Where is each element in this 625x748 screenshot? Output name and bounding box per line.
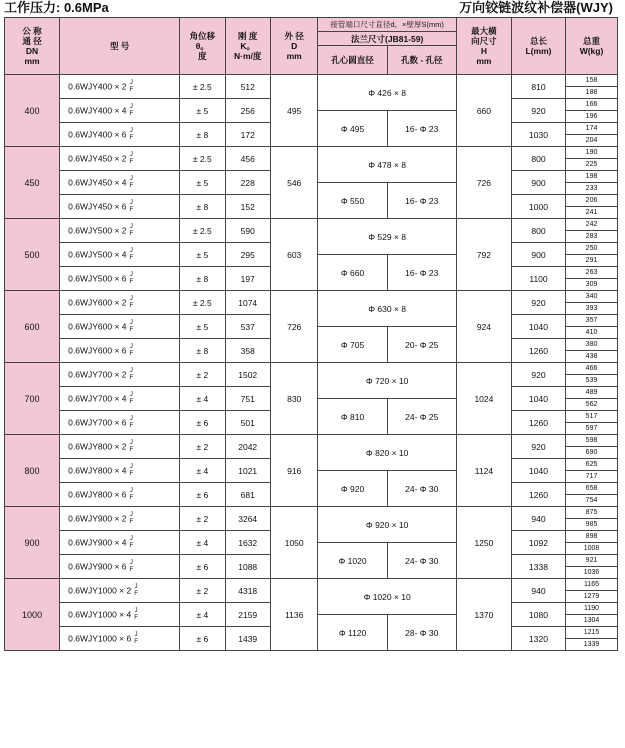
- header-stiffness: 刚 度 K。 N·m/度: [225, 18, 270, 75]
- outer-diameter-cell: 495: [270, 75, 318, 147]
- weight-cell: 357: [566, 315, 618, 327]
- joint-type-fraction: J F: [129, 79, 134, 93]
- model-cell: 0.6WJY400 × 6 J F: [60, 123, 180, 147]
- joint-type-fraction: J F: [129, 415, 134, 429]
- model-cell: 0.6WJY800 × 6 J F: [60, 483, 180, 507]
- table-row: [5, 291, 618, 303]
- weight-cell: 754: [566, 495, 618, 507]
- height-cell: 1250: [456, 507, 511, 579]
- weight-cell: 625: [566, 459, 618, 471]
- length-cell: 900: [511, 243, 565, 267]
- weight-cell: 898: [566, 531, 618, 543]
- length-cell: 1030: [511, 123, 565, 147]
- weight-cell: 690: [566, 447, 618, 459]
- model-cell: 0.6WJY1000 × 2 J F: [60, 579, 180, 603]
- dn-cell: 1000: [5, 579, 60, 651]
- length-cell: 940: [511, 507, 565, 531]
- stiffness-cell: 537: [225, 315, 270, 339]
- height-cell: 1124: [456, 435, 511, 507]
- weight-cell: 393: [566, 303, 618, 315]
- dn-cell: 500: [5, 219, 60, 291]
- length-cell: 800: [511, 219, 565, 243]
- table-row: [5, 363, 618, 375]
- pipe-end-cell: Φ 426 × 8: [318, 75, 456, 111]
- model-cell: 0.6WJY500 × 2 J F: [60, 219, 180, 243]
- header-dn: 公 称 通 径 DN mm: [5, 18, 60, 75]
- weight-cell: 1008: [566, 543, 618, 555]
- weight-cell: 562: [566, 399, 618, 411]
- header-hole-count: 孔数 - 孔径: [387, 46, 456, 75]
- weight-cell: 263: [566, 267, 618, 279]
- stiffness-cell: 1502: [225, 363, 270, 387]
- length-cell: 920: [511, 435, 565, 459]
- joint-type-fraction: J F: [129, 367, 134, 381]
- hole-circle-cell: Φ 705: [318, 327, 387, 363]
- dn-cell: 900: [5, 507, 60, 579]
- weight-cell: 198: [566, 171, 618, 183]
- height-cell: 726: [456, 147, 511, 219]
- outer-diameter-cell: 1050: [270, 507, 318, 579]
- hole-count-cell: 28- Φ 30: [387, 615, 456, 651]
- model-cell: 0.6WJY400 × 4 J F: [60, 99, 180, 123]
- angle-cell: ± 4: [180, 603, 225, 627]
- outer-diameter-cell: 830: [270, 363, 318, 435]
- length-cell: 940: [511, 579, 565, 603]
- hole-count-cell: 16- Φ 23: [387, 255, 456, 291]
- stiffness-cell: 456: [225, 147, 270, 171]
- angle-cell: ± 5: [180, 315, 225, 339]
- stiffness-cell: 2042: [225, 435, 270, 459]
- model-cell: 0.6WJY1000 × 4 J F: [60, 603, 180, 627]
- table-row: [5, 75, 618, 87]
- dn-cell: 800: [5, 435, 60, 507]
- model-cell: 0.6WJY450 × 6 J F: [60, 195, 180, 219]
- weight-cell: 1165: [566, 579, 618, 591]
- joint-type-fraction: J F: [129, 199, 134, 213]
- spec-table: [4, 17, 618, 651]
- length-cell: 1320: [511, 627, 565, 651]
- model-cell: 0.6WJY900 × 6 J F: [60, 555, 180, 579]
- weight-cell: 438: [566, 351, 618, 363]
- length-cell: 1000: [511, 195, 565, 219]
- header-weight: 总重 W(kg): [566, 18, 618, 75]
- model-cell: 0.6WJY400 × 2 J F: [60, 75, 180, 99]
- stiffness-cell: 228: [225, 171, 270, 195]
- length-cell: 1100: [511, 267, 565, 291]
- outer-diameter-cell: 726: [270, 291, 318, 363]
- stiffness-cell: 512: [225, 75, 270, 99]
- model-cell: 0.6WJY700 × 4 J F: [60, 387, 180, 411]
- header-length: 总长 L(mm): [511, 18, 565, 75]
- weight-cell: 410: [566, 327, 618, 339]
- model-cell: 0.6WJY800 × 2 J F: [60, 435, 180, 459]
- stiffness-cell: 1021: [225, 459, 270, 483]
- angle-cell: ± 4: [180, 531, 225, 555]
- dn-cell: 600: [5, 291, 60, 363]
- header-pipe-end: 接管端口尺寸直径d。×壁厚S(mm): [318, 18, 456, 32]
- angle-cell: ± 4: [180, 387, 225, 411]
- header-height: 最大横 向尺寸 H mm: [456, 18, 511, 75]
- model-cell: 0.6WJY900 × 4 J F: [60, 531, 180, 555]
- header-model: 型 号: [60, 18, 180, 75]
- model-cell: 0.6WJY600 × 2 J F: [60, 291, 180, 315]
- length-cell: 1040: [511, 387, 565, 411]
- stiffness-cell: 1074: [225, 291, 270, 315]
- weight-cell: 196: [566, 111, 618, 123]
- angle-cell: ± 8: [180, 123, 225, 147]
- stiffness-cell: 295: [225, 243, 270, 267]
- weight-cell: 340: [566, 291, 618, 303]
- pipe-end-cell: Φ 920 × 10: [318, 507, 456, 543]
- angle-cell: ± 6: [180, 555, 225, 579]
- angle-cell: ± 6: [180, 627, 225, 651]
- angle-cell: ± 5: [180, 171, 225, 195]
- joint-type-fraction: J F: [129, 295, 134, 309]
- joint-type-fraction: J F: [129, 535, 134, 549]
- height-cell: 1024: [456, 363, 511, 435]
- stiffness-cell: 590: [225, 219, 270, 243]
- stiffness-cell: 751: [225, 387, 270, 411]
- weight-cell: 174: [566, 123, 618, 135]
- stiffness-cell: 358: [225, 339, 270, 363]
- length-cell: 920: [511, 291, 565, 315]
- angle-cell: ± 8: [180, 195, 225, 219]
- pipe-end-cell: Φ 630 × 8: [318, 291, 456, 327]
- hole-count-cell: 24- Φ 25: [387, 399, 456, 435]
- angle-cell: ± 4: [180, 459, 225, 483]
- joint-type-fraction: J F: [129, 487, 134, 501]
- weight-cell: 233: [566, 183, 618, 195]
- height-cell: 1370: [456, 579, 511, 651]
- length-cell: 920: [511, 99, 565, 123]
- model-cell: 0.6WJY500 × 6 J F: [60, 267, 180, 291]
- stiffness-cell: 4318: [225, 579, 270, 603]
- outer-diameter-cell: 546: [270, 147, 318, 219]
- height-cell: 660: [456, 75, 511, 147]
- angle-cell: ± 6: [180, 411, 225, 435]
- pipe-end-cell: Φ 820 × 10: [318, 435, 456, 471]
- weight-cell: 466: [566, 363, 618, 375]
- weight-cell: 380: [566, 339, 618, 351]
- model-cell: 0.6WJY600 × 4 J F: [60, 315, 180, 339]
- weight-cell: 283: [566, 231, 618, 243]
- joint-type-fraction: J F: [129, 247, 134, 261]
- hole-circle-cell: Φ 495: [318, 111, 387, 147]
- weight-cell: 539: [566, 375, 618, 387]
- weight-cell: 225: [566, 159, 618, 171]
- stiffness-cell: 3264: [225, 507, 270, 531]
- stiffness-cell: 681: [225, 483, 270, 507]
- working-pressure: 工作压力: 0.6MPa: [4, 0, 109, 15]
- weight-cell: 190: [566, 147, 618, 159]
- angle-cell: ± 2.5: [180, 147, 225, 171]
- angle-cell: ± 5: [180, 243, 225, 267]
- weight-cell: 204: [566, 135, 618, 147]
- joint-type-fraction: J F: [129, 391, 134, 405]
- table-row: [5, 435, 618, 447]
- length-cell: 900: [511, 171, 565, 195]
- hole-count-cell: 16- Φ 23: [387, 111, 456, 147]
- weight-cell: 921: [566, 555, 618, 567]
- hole-circle-cell: Φ 550: [318, 183, 387, 219]
- model-cell: 0.6WJY600 × 6 J F: [60, 339, 180, 363]
- length-cell: 920: [511, 363, 565, 387]
- length-cell: 1260: [511, 339, 565, 363]
- weight-cell: 206: [566, 195, 618, 207]
- hole-count-cell: 20- Φ 25: [387, 327, 456, 363]
- weight-cell: 985: [566, 519, 618, 531]
- model-cell: 0.6WJY500 × 4 J F: [60, 243, 180, 267]
- pipe-end-cell: Φ 720 × 10: [318, 363, 456, 399]
- header-outer-diameter: 外 径 D mm: [270, 18, 318, 75]
- dn-cell: 450: [5, 147, 60, 219]
- model-cell: 0.6WJY1000 × 6 J F: [60, 627, 180, 651]
- stiffness-cell: 501: [225, 411, 270, 435]
- pipe-end-cell: Φ 529 × 8: [318, 219, 456, 255]
- length-cell: 1338: [511, 555, 565, 579]
- weight-cell: 250: [566, 243, 618, 255]
- weight-cell: 875: [566, 507, 618, 519]
- weight-cell: 1304: [566, 615, 618, 627]
- weight-cell: 188: [566, 87, 618, 99]
- weight-cell: 1190: [566, 603, 618, 615]
- joint-type-fraction: J F: [129, 559, 134, 573]
- dn-cell: 400: [5, 75, 60, 147]
- length-cell: 1260: [511, 411, 565, 435]
- weight-cell: 158: [566, 75, 618, 87]
- length-cell: 810: [511, 75, 565, 99]
- angle-cell: ± 2.5: [180, 291, 225, 315]
- joint-type-fraction: J F: [129, 343, 134, 357]
- angle-cell: ± 2: [180, 507, 225, 531]
- angle-cell: ± 2: [180, 435, 225, 459]
- weight-cell: 658: [566, 483, 618, 495]
- joint-type-fraction: J F: [129, 511, 134, 525]
- model-cell: 0.6WJY450 × 4 J F: [60, 171, 180, 195]
- table-row: [5, 147, 618, 159]
- height-cell: 924: [456, 291, 511, 363]
- weight-cell: 1215: [566, 627, 618, 639]
- joint-type-fraction: J F: [129, 151, 134, 165]
- stiffness-cell: 256: [225, 99, 270, 123]
- stiffness-cell: 1439: [225, 627, 270, 651]
- joint-type-fraction: J F: [134, 631, 138, 645]
- stiffness-cell: 152: [225, 195, 270, 219]
- weight-cell: 1339: [566, 639, 618, 651]
- angle-cell: ± 8: [180, 339, 225, 363]
- table-row: [5, 579, 618, 591]
- stiffness-cell: 172: [225, 123, 270, 147]
- weight-cell: 1279: [566, 591, 618, 603]
- weight-cell: 166: [566, 99, 618, 111]
- hole-circle-cell: Φ 1120: [318, 615, 387, 651]
- hole-count-cell: 24- Φ 30: [387, 543, 456, 579]
- joint-type-fraction: J F: [129, 103, 134, 117]
- joint-type-fraction: J F: [129, 271, 134, 285]
- joint-type-fraction: J F: [129, 127, 134, 141]
- weight-cell: 597: [566, 423, 618, 435]
- weight-cell: 517: [566, 411, 618, 423]
- table-title: 万向铰链波纹补偿器(WJY): [459, 0, 613, 15]
- weight-cell: 598: [566, 435, 618, 447]
- stiffness-cell: 197: [225, 267, 270, 291]
- model-cell: 0.6WJY900 × 2 J F: [60, 507, 180, 531]
- pipe-end-cell: Φ 1020 × 10: [318, 579, 456, 615]
- stiffness-cell: 1088: [225, 555, 270, 579]
- outer-diameter-cell: 603: [270, 219, 318, 291]
- angle-cell: ± 8: [180, 267, 225, 291]
- model-cell: 0.6WJY700 × 6 J F: [60, 411, 180, 435]
- angle-cell: ± 5: [180, 99, 225, 123]
- weight-cell: 309: [566, 279, 618, 291]
- joint-type-fraction: J F: [129, 439, 134, 453]
- hole-circle-cell: Φ 920: [318, 471, 387, 507]
- angle-cell: ± 2.5: [180, 75, 225, 99]
- header-angle: 角位移 θ。 度: [180, 18, 225, 75]
- angle-cell: ± 2: [180, 363, 225, 387]
- stiffness-cell: 1632: [225, 531, 270, 555]
- header-flange: 法兰尺寸(JB81-59): [318, 32, 456, 46]
- length-cell: 800: [511, 147, 565, 171]
- angle-cell: ± 2: [180, 579, 225, 603]
- joint-type-fraction: J F: [129, 319, 134, 333]
- hole-circle-cell: Φ 1020: [318, 543, 387, 579]
- table-row: [5, 219, 618, 231]
- weight-cell: 717: [566, 471, 618, 483]
- joint-type-fraction: J F: [129, 175, 134, 189]
- table-row: [5, 507, 618, 519]
- outer-diameter-cell: 1136: [270, 579, 318, 651]
- weight-cell: 291: [566, 255, 618, 267]
- weight-cell: 489: [566, 387, 618, 399]
- hole-count-cell: 16- Φ 23: [387, 183, 456, 219]
- joint-type-fraction: J F: [129, 463, 134, 477]
- height-cell: 792: [456, 219, 511, 291]
- angle-cell: ± 2.5: [180, 219, 225, 243]
- length-cell: 1092: [511, 531, 565, 555]
- length-cell: 1080: [511, 603, 565, 627]
- model-cell: 0.6WJY800 × 4 J F: [60, 459, 180, 483]
- length-cell: 1040: [511, 315, 565, 339]
- hole-circle-cell: Φ 810: [318, 399, 387, 435]
- hole-circle-cell: Φ 660: [318, 255, 387, 291]
- length-cell: 1040: [511, 459, 565, 483]
- dn-cell: 700: [5, 363, 60, 435]
- outer-diameter-cell: 916: [270, 435, 318, 507]
- angle-cell: ± 6: [180, 483, 225, 507]
- length-cell: 1260: [511, 483, 565, 507]
- weight-cell: 1036: [566, 567, 618, 579]
- weight-cell: 242: [566, 219, 618, 231]
- pipe-end-cell: Φ 478 × 8: [318, 147, 456, 183]
- model-cell: 0.6WJY700 × 2 J F: [60, 363, 180, 387]
- joint-type-fraction: J F: [134, 583, 138, 597]
- model-cell: 0.6WJY450 × 2 J F: [60, 147, 180, 171]
- joint-type-fraction: J F: [134, 607, 138, 621]
- stiffness-cell: 2159: [225, 603, 270, 627]
- joint-type-fraction: J F: [129, 223, 134, 237]
- weight-cell: 241: [566, 207, 618, 219]
- hole-count-cell: 24- Φ 30: [387, 471, 456, 507]
- header-hole-circle: 孔心圆直径: [318, 46, 387, 75]
